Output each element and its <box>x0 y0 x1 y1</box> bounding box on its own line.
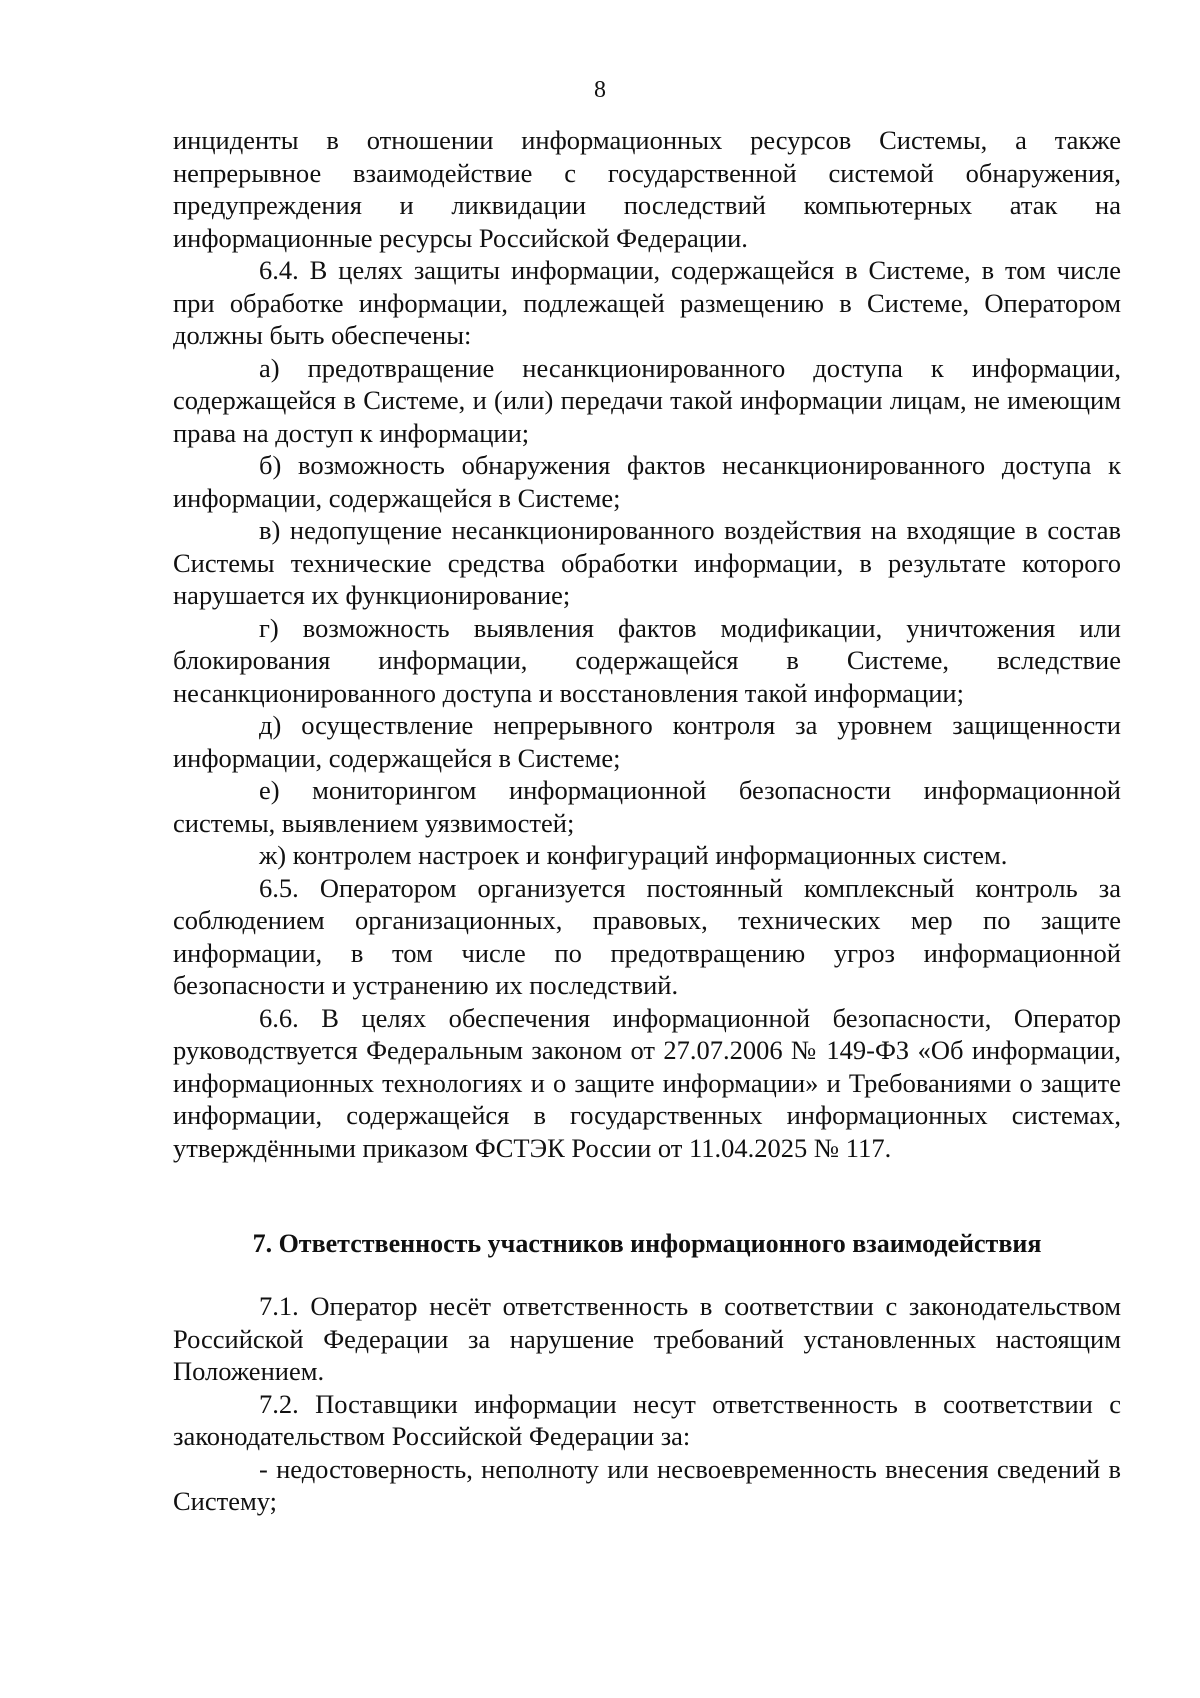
paragraph: инциденты в отношении информационных ресурсов Системы, а также непрерывное взаимодействие с государственной системой обнаружения, предупреждения и ликвидации последствий компьютерных атак на информационные ресурсы Российской Федерации. <box>173 125 1121 253</box>
paragraph: 7.1. Оператор несёт ответственность в соответствии с законодательством Российской Федерации за нарушение требований установленных настоящим Положением. <box>173 1291 1121 1386</box>
section-7-title: 7. Ответственность участников информационного взаимодействия <box>252 1229 1042 1258</box>
paragraph: 6.5. Оператором организуется постоянный комплексный контроль за соблюдением организационных, правовых, технических мер по защите информации, в том числе по предотвращению угроз информационной безопасности и устранению их последствий. <box>173 872 1121 1000</box>
title-spacer <box>173 1260 1121 1290</box>
paragraph: е) мониторингом информационной безопасности информационной системы, выявлением уязвимостей; <box>173 775 1121 838</box>
paragraph: 6.4. В целях защиты информации, содержащейся в Системе, в том числе при обработке информации, подлежащей размещению в Системе, Оператором должны быть обеспечены: <box>173 255 1121 350</box>
paragraph: б) возможность обнаружения фактов несанкционированного доступа к информации, содержащейся в Системе; <box>173 450 1121 513</box>
paragraph: ж) контролем настроек и конфигураций информационных систем. <box>259 840 1008 870</box>
paragraph: в) недопущение несанкционированного воздействия на входящие в состав Системы технические средства обработки информации, в результате которого нарушается их функционирование; <box>173 515 1121 610</box>
paragraph: - недостоверность, неполноту или несвоевременность внесения сведений в Систему; <box>173 1453 1121 1516</box>
section-7-body <box>173 1290 1121 1518</box>
page-number: 8 <box>594 77 606 103</box>
paragraph: 7.2. Поставщики информации несут ответственность в соответствии с законодательством Российской Федерации за: <box>173 1388 1121 1451</box>
section-6-body <box>173 124 1121 1164</box>
document-body <box>173 124 1121 1518</box>
paragraph: 6.6. В целях обеспечения информационной безопасности, Оператор руководствуется Федеральным законом от 27.07.2006 № 149-ФЗ «Об информации, информационных технологиях и о защите информации» и Требованиями о защите информации, содержащейся в государственных информационных системах, утверждёнными приказом ФСТЭК России от 11.04.2025 № 117. <box>173 1002 1121 1163</box>
paragraph: г) возможность выявления фактов модификации, уничтожения или блокирования информации, содержащейся в Системе, вследствие несанкционированного доступа и восстановления такой информации; <box>173 612 1121 708</box>
paragraph: а) предотвращение несанкционированного доступа к информации, содержащейся в Системе, и (или) передачи такой информации лицам, не имеющим права на доступ к информации; <box>173 352 1121 448</box>
paragraph: д) осуществление непрерывного контроля за уровнем защищенности информации, содержащейся в Системе; <box>173 710 1121 773</box>
